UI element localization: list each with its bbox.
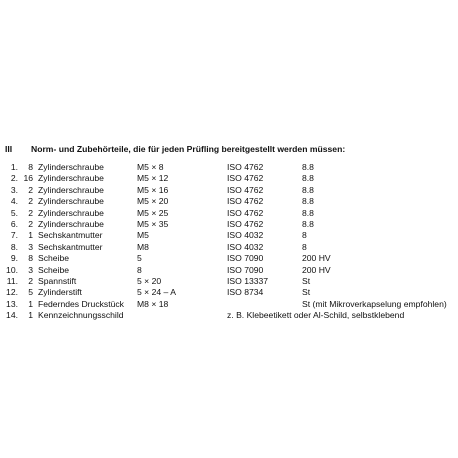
item-quantity: 2 [28,196,33,207]
item-class: 200 HV [302,253,331,264]
list-item [0,299,458,310]
item-number: 10. [6,264,18,275]
item-name: Sechskantmutter [38,230,103,241]
item-class: 8.8 [302,173,314,184]
item-number: 14. [6,310,18,321]
item-quantity: 1 [28,298,33,309]
item-size: 5 × 24 – A [137,287,176,298]
parts-list [0,162,458,321]
item-size: M5 × 16 [137,184,169,195]
item-norm: ISO 4762 [227,173,264,184]
item-class: 8 [302,241,307,252]
list-item [0,276,458,287]
item-number: 5. [10,207,18,218]
item-norm: ISO 7090 [227,253,264,264]
item-name: Zylinderschraube [38,207,104,218]
item-name: Zylinderschraube [38,162,104,172]
item-name: Scheibe [38,264,70,275]
item-class: 8.8 [302,162,314,172]
item-size: M5 [137,230,149,241]
section-title: Norm- und Zubehörteile, die für jeden Prüfling bereitgestellt werden müssen: [31,144,346,154]
item-class: 200 HV [302,264,331,275]
item-number: 4. [10,196,18,207]
item-class: St [302,275,311,286]
item-size: M5 × 20 [137,196,169,207]
item-quantity: 8 [28,162,33,172]
item-quantity: 3 [28,241,33,252]
list-item [0,208,458,219]
item-quantity: 1 [28,230,33,241]
item-class: St (mit Mikroverkapselung empfohlen) [302,298,447,309]
item-name: Sechskantmutter [38,241,103,252]
item-quantity: 1 [28,310,33,321]
item-number: 13. [6,298,18,309]
item-norm: ISO 13337 [227,275,269,286]
item-class: 8.8 [302,196,314,207]
list-item [0,185,458,196]
item-name: Scheibe [38,253,70,264]
list-item [0,242,458,253]
item-class: 8.8 [302,207,314,218]
item-size: M5 × 35 [137,218,169,229]
item-number: 2. [10,173,18,184]
section-number: III [5,144,13,154]
list-item [0,219,458,230]
item-norm: ISO 4762 [227,162,264,172]
item-name: Zylinderschraube [38,184,104,195]
item-quantity: 2 [28,218,33,229]
item-norm: ISO 4762 [227,207,264,218]
item-size: 8 [137,264,142,275]
item-size: 5 × 20 [137,275,162,286]
item-class: St [302,287,311,298]
item-number: 11. [6,275,18,286]
item-quantity: 2 [28,184,33,195]
item-norm: ISO 4032 [227,230,264,241]
list-item [0,173,458,184]
item-number: 7. [10,230,18,241]
item-number: 8. [10,241,18,252]
item-number: 9. [10,253,18,264]
item-number: 1. [10,162,18,172]
item-norm: z. B. Klebeetikett oder Al-Schild, selbstklebend [227,310,405,321]
item-number: 12. [6,287,18,298]
item-class: 8 [302,230,307,241]
item-name: Zylinderschraube [38,196,104,207]
item-quantity: 3 [28,264,33,275]
list-item [0,310,458,321]
list-item [0,230,458,241]
item-name: Zylinderstift [38,287,82,298]
item-name: Zylinderschraube [38,218,104,229]
item-size: M5 × 12 [137,173,169,184]
item-norm: ISO 4762 [227,184,264,195]
item-name: Zylinderschraube [38,173,104,184]
item-number: 3. [10,184,18,195]
item-name: Spannstift [38,275,77,286]
item-size: M5 × 8 [137,162,164,172]
list-item [0,287,458,298]
item-norm: ISO 8734 [227,287,264,298]
item-quantity: 5 [28,287,33,298]
item-size: M8 [137,241,149,252]
item-number: 6. [10,218,18,229]
item-norm: ISO 4032 [227,241,264,252]
item-norm: ISO 4762 [227,218,264,229]
item-size: M8 × 18 [137,298,169,309]
item-name: Federndes Druckstück [38,298,124,309]
item-class: 8.8 [302,218,314,229]
item-class: 8.8 [302,184,314,195]
item-size: 5 [137,253,142,264]
item-quantity: 8 [28,253,33,264]
item-norm: ISO 4762 [227,196,264,207]
item-quantity: 2 [28,207,33,218]
item-name: Kennzeichnungsschild [38,310,124,321]
item-quantity: 16 [23,173,33,184]
list-item [0,162,458,173]
list-item [0,196,458,207]
list-item [0,265,458,276]
item-quantity: 2 [28,275,33,286]
item-norm: ISO 7090 [227,264,264,275]
item-size: M5 × 25 [137,207,169,218]
list-item [0,253,458,264]
